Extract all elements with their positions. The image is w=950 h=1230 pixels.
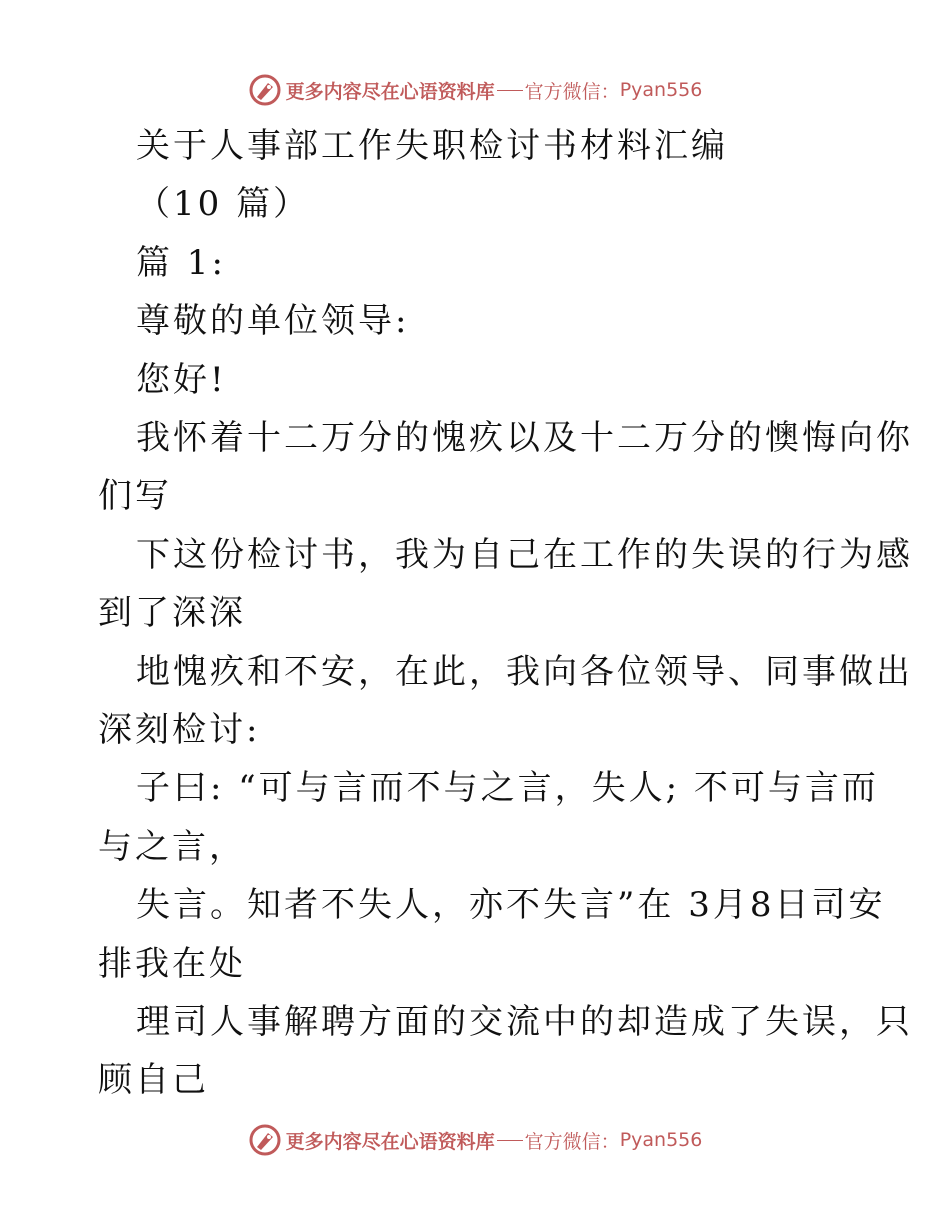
wechat-label: 官方微信： [524, 80, 620, 103]
site-name: 更多内容尽在心语资料库 [285, 1130, 495, 1153]
greeting: 您好! [136, 360, 227, 400]
wechat-id: Pyan556 [619, 1129, 703, 1151]
paragraph-line: 与之言， [98, 827, 246, 867]
wechat-label: 官方微信： [524, 1130, 620, 1153]
document-subtitle: （10 篇） [136, 184, 311, 224]
banner-separator [497, 1140, 523, 1141]
pen-nib-logo-icon [248, 73, 282, 107]
salutation: 尊敬的单位领导: [136, 301, 410, 341]
banner-separator [497, 90, 523, 91]
pen-nib-logo-icon [248, 1123, 282, 1157]
paragraph-line: 深刻检讨: [98, 710, 261, 750]
paragraph-line: 理司人事解聘方面的交流中的却造成了失误，只 [136, 1002, 913, 1042]
paragraph-line: 我怀着十二万分的愧疚以及十二万分的懊悔向你 [136, 418, 913, 458]
paragraph-line: 排我在处 [98, 944, 246, 984]
document-title: 关于人事部工作失职检讨书材料汇编 [136, 126, 728, 166]
paragraph-line: 下这份检讨书，我为自己在工作的失误的行为感 [136, 535, 913, 575]
paragraph-line: 到了深深 [98, 593, 246, 633]
paragraph-line: 地愧疚和不安，在此，我向各位领导、同事做出 [136, 652, 913, 692]
section-heading: 篇 1: [136, 243, 226, 283]
paragraph-line: 子曰: “可与言而不与之言，失人; 不可与言而 [136, 768, 879, 808]
header-banner [0, 70, 950, 110]
wechat-id: Pyan556 [619, 79, 703, 101]
paragraph-line: 顾自己 [98, 1060, 209, 1100]
paragraph-line: 失言。知者不失人，亦不失言”在 3月8日司安 [136, 885, 886, 925]
paragraph-line: 们写 [98, 476, 172, 516]
site-name: 更多内容尽在心语资料库 [285, 80, 495, 103]
footer-banner [0, 1120, 950, 1160]
